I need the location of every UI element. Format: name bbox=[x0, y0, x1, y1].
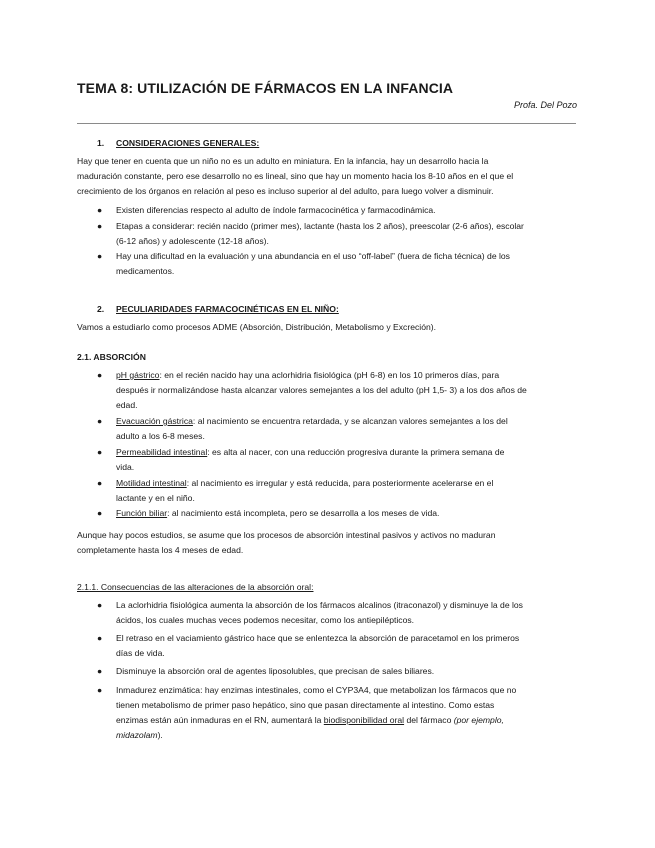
section-1-bullet-3-line-2: medicamentos. bbox=[116, 266, 175, 276]
absorption-text: : en el recién nacido hay una aclorhidria fisiológica (pH 6-8) en los 10 primeros días, para bbox=[159, 370, 500, 380]
absorption-closing-line-1: Aunque hay pocos estudios, se asume que los procesos de absorción intestinal pasivos y activos no maduran bbox=[77, 530, 496, 540]
absorption-term: Permeabilidad intestinal bbox=[116, 447, 208, 457]
section-1-bullet-2-line-2: (6-12 años) y adolescente (12-18 años). bbox=[116, 236, 269, 246]
absorption-text: : al nacimiento es irregular y está reducida, para posteriormente acelerarse en el bbox=[186, 478, 494, 488]
section-1-intro-line-1: Hay que tener en cuenta que un niño no es un adulto en miniatura. En la infancia, hay un desarrollo hacia la bbox=[77, 156, 489, 166]
absorption-text: : es alta al nacer, con una reducción progresiva durante la primera semana de bbox=[207, 447, 505, 457]
absorption-term: pH gástrico bbox=[116, 370, 160, 380]
section-1-bullet-1: Existen diferencias respecto al adulto de índole farmacocinética y farmacodinámica. bbox=[116, 205, 436, 215]
bullet-glyph: ● bbox=[97, 478, 103, 488]
absorption-item-2-line-1 bbox=[116, 414, 508, 429]
absorption-item-4-line-2: lactante y en el niño. bbox=[116, 493, 195, 503]
page-title: TEMA 8: UTILIZACIÓN DE FÁRMACOS EN LA INFANCIA bbox=[77, 80, 454, 96]
bullet-glyph: ● bbox=[97, 666, 103, 676]
bullet-glyph: ● bbox=[97, 447, 103, 457]
bullet-glyph: ● bbox=[97, 221, 103, 231]
section-1-number: 1. bbox=[97, 138, 105, 148]
section-2-heading: PECULIARIDADES FARMACOCINÉTICAS EN EL NIÑO: bbox=[116, 304, 339, 314]
section-1-heading: CONSIDERACIONES GENERALES: bbox=[116, 138, 260, 148]
absorption-item-5-line-1 bbox=[116, 506, 439, 521]
consequence-4-line-2: tienen metabolismo de primer paso hepático, sino que pasan directamente al intestino. Como estas bbox=[116, 700, 495, 710]
section-2-1-heading: 2.1. ABSORCIÓN bbox=[77, 352, 146, 362]
bullet-glyph: ● bbox=[97, 508, 103, 518]
consequence-example: midazolam bbox=[116, 730, 158, 740]
consequence-3: Disminuye la absorción oral de agentes liposolubles, que precisan de sales biliares. bbox=[116, 666, 435, 676]
section-1-intro-line-2: maduración constante, pero ese desarrollo no es lineal, sino que hay un momento hacia los 8-10 años en el que el bbox=[77, 171, 514, 181]
absorption-term: Motilidad intestinal bbox=[116, 478, 187, 488]
absorption-text: : al nacimiento se encuentra retardada, y se alcanzan valores semejantes a los del bbox=[192, 416, 508, 426]
consequence-4-line-1: Inmadurez enzimática: hay enzimas intestinales, como el CYP3A4, que metabolizan los fármacos que no bbox=[116, 685, 517, 695]
bullet-glyph: ● bbox=[97, 205, 103, 215]
bullet-glyph: ● bbox=[97, 251, 103, 261]
consequence-underlined-term: biodisponibilidad oral bbox=[323, 715, 405, 725]
absorption-item-1-line-3: edad. bbox=[116, 400, 138, 410]
absorption-text: : al nacimiento está incompleta, pero se desarrolla a los meses de vida. bbox=[167, 508, 440, 518]
bullet-glyph: ● bbox=[97, 685, 103, 695]
section-2-1-1-heading: 2.1.1. Consecuencias de las alteraciones de la absorción oral: bbox=[77, 582, 314, 592]
absorption-item-4-line-1 bbox=[116, 476, 493, 491]
consequence-1-line-2: ácidos, los cuales muchas veces podemos necesitar, como los antiepilépticos. bbox=[116, 615, 415, 625]
consequence-example: (por ejemplo, bbox=[453, 715, 504, 725]
consequence-text: enzimas están aún inmaduras en el RN, aumentará la bbox=[116, 715, 324, 725]
section-2-intro: Vamos a estudiarlo como procesos ADME (Absorción, Distribución, Metabolismo y Excreción). bbox=[77, 322, 437, 332]
bullet-glyph: ● bbox=[97, 600, 103, 610]
consequence-2-line-2: días de vida. bbox=[116, 648, 165, 658]
header-divider bbox=[77, 123, 576, 124]
absorption-item-1-line-2: después ir normalizándose hasta alcanzar valores semejantes a los del adulto (pH 1,5- 3) a los dos años de bbox=[116, 385, 527, 395]
absorption-item-3-line-1 bbox=[116, 445, 504, 460]
bullet-glyph: ● bbox=[97, 416, 103, 426]
absorption-item-2-line-2: adulto a los 6-8 meses. bbox=[116, 431, 205, 441]
section-1-bullet-3-line-1: Hay una dificultad en la evaluación y una abundancia en el uso “off-label” (fuera de ficha técnica) de los bbox=[116, 251, 510, 261]
absorption-item-1-line-1 bbox=[116, 368, 499, 383]
bullet-glyph: ● bbox=[97, 633, 103, 643]
absorption-term: Función biliar bbox=[116, 508, 168, 518]
consequence-text: ). bbox=[157, 730, 163, 740]
consequence-4-line-4 bbox=[116, 728, 163, 743]
absorption-closing-line-2: completamente hasta los 4 meses de edad. bbox=[77, 545, 244, 555]
consequence-2-line-1: El retraso en el vaciamiento gástrico hace que se enlentezca la absorción de paracetamol en los primeros bbox=[116, 633, 520, 643]
section-1-bullet-2-line-1: Etapas a considerar: recién nacido (primer mes), lactante (hasta los 2 años), preescolar (2-6 años), escolar bbox=[116, 221, 524, 231]
consequence-1-line-1: La aclorhidria fisiológica aumenta la absorción de los fármacos alcalinos (itraconazol) y disminuye la de los bbox=[116, 600, 523, 610]
author-name: Profa. Del Pozo bbox=[513, 100, 577, 110]
bullet-glyph: ● bbox=[97, 370, 103, 380]
section-2-number: 2. bbox=[97, 304, 105, 314]
absorption-item-3-line-2: vida. bbox=[116, 462, 135, 472]
consequence-text: del fármaco bbox=[404, 715, 454, 725]
absorption-term: Evacuación gástrica bbox=[116, 416, 193, 426]
section-1-intro-line-3: crecimiento de los órganos en relación al peso es incluso superior al del adulto, para luego volver a disminuir. bbox=[77, 186, 494, 196]
consequence-4-line-3 bbox=[116, 713, 504, 728]
